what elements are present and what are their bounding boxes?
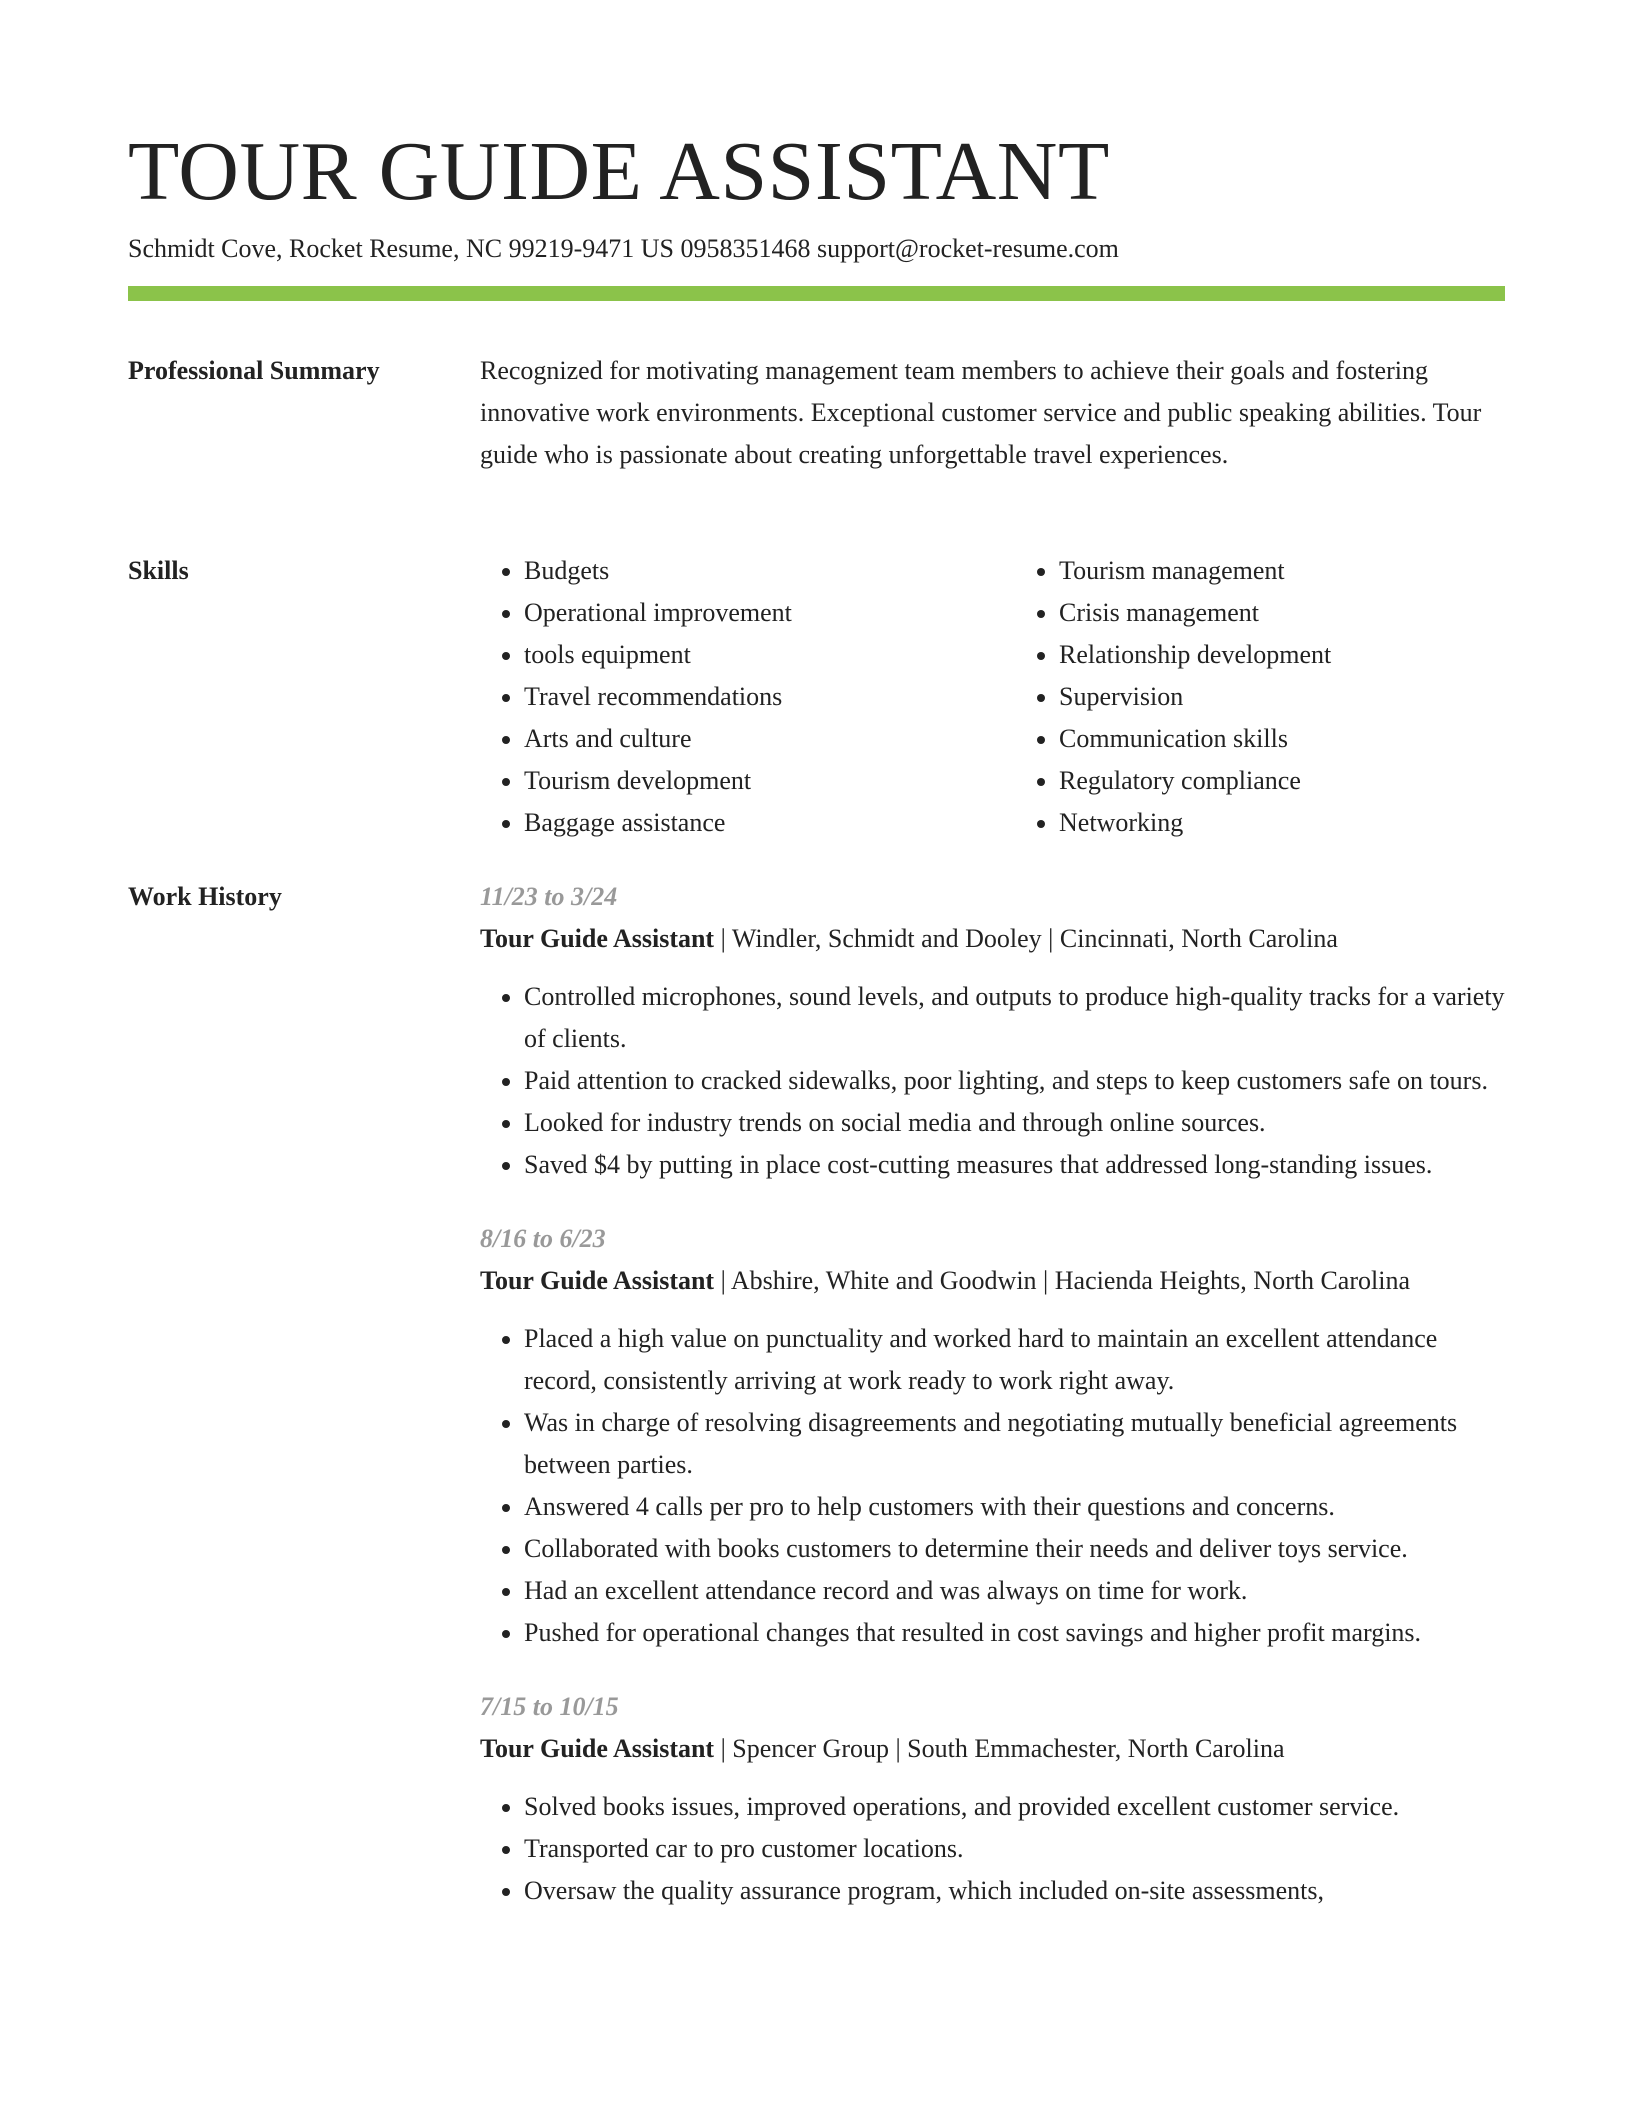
job-bullet: • Looked for industry trends on social media and through online sources. [524,1102,1505,1144]
skill-item: • Travel recommendations [524,676,970,718]
job-bullet: • Paid attention to cracked sidewalks, poor lighting, and steps to keep customers safe on tours. [524,1060,1505,1102]
job-bullet: • Placed a high value on punctuality and worked hard to maintain an excellent attendance record, consistently arriving at work ready to work right away. [524,1318,1505,1402]
job-bullet: • Transported car to pro customer locations. [524,1828,1505,1870]
header-divider [128,286,1505,301]
job-employer-location: | Windler, Schmidt and Dooley | Cincinnati, North Carolina [714,924,1338,953]
skill-item: • Budgets [524,550,970,592]
work-history-label: Work History [128,882,282,911]
job-bullets [480,1786,1505,1912]
job-bullet: • Collaborated with books customers to determine their needs and deliver toys service. [524,1528,1505,1570]
job-date: 8/16 to 6/23 [480,1224,606,1253]
job-bullet: • Controlled microphones, sound levels, and outputs to produce high-quality tracks for a variety of clients. [524,976,1505,1060]
job-title: Tour Guide Assistant [480,924,715,953]
job-heading [480,1260,1505,1302]
job-title: Tour Guide Assistant [480,1734,715,1763]
skill-item: • Tourism management [1059,550,1505,592]
skill-item: • Crisis management [1059,592,1505,634]
job-title: Tour Guide Assistant [480,1266,715,1295]
summary-label: Professional Summary [128,356,380,385]
job-employer-location: | Spencer Group | South Emmachester, North Carolina [714,1734,1285,1763]
job-bullets [480,976,1505,1186]
summary-text: Recognized for motivating management team members to achieve their goals and fostering innovative work environments. Exceptional customer service and public speaking abilities. Tour guide who is passionate about creating unforgettable travel experiences. [480,356,1482,469]
skill-item: • Baggage assistance [524,802,970,844]
job-heading [480,1728,1505,1770]
skills-list-left [480,550,970,844]
job-bullet: • Answered 4 calls per pro to help customers with their questions and concerns. [524,1486,1505,1528]
skills-columns [480,550,1505,844]
skill-item: • Relationship development [1059,634,1505,676]
skills-list-right [1015,550,1505,844]
skills-label: Skills [128,556,189,585]
skill-item: • Regulatory compliance [1059,760,1505,802]
skill-item: • Operational improvement [524,592,970,634]
job-bullet: • Oversaw the quality assurance program, which included on-site assessments, [524,1870,1505,1912]
job-bullet: • Saved $4 by putting in place cost-cutting measures that addressed long-standing issues. [524,1144,1505,1186]
skill-item: • Supervision [1059,676,1505,718]
job-bullet: • Pushed for operational changes that resulted in cost savings and higher profit margins. [524,1612,1505,1654]
job-entry [480,876,1505,1186]
job-heading [480,918,1505,960]
skills-body [480,550,1505,844]
summary-body [480,350,1505,476]
job-bullet: • Solved books issues, improved operations, and provided excellent customer service. [524,1786,1505,1828]
skill-item: • Networking [1059,802,1505,844]
job-employer-location: | Abshire, White and Goodwin | Hacienda Heights, North Carolina [714,1266,1410,1295]
resume-name-heading: TOUR GUIDE ASSISTANT [128,125,1110,218]
contact-line: Schmidt Cove, Rocket Resume, NC 99219-9471 US 0958351468 support@rocket-resume.com [128,234,1119,263]
job-date: 7/15 to 10/15 [480,1692,619,1721]
skill-item: • Arts and culture [524,718,970,760]
job-bullet: • Was in charge of resolving disagreements and negotiating mutually beneficial agreements between parties. [524,1402,1505,1486]
job-date: 11/23 to 3/24 [480,882,618,911]
job-bullets [480,1318,1505,1654]
work-history-body [480,876,1505,1944]
job-entry [480,1686,1505,1912]
skill-item: • Tourism development [524,760,970,802]
skill-item: • tools equipment [524,634,970,676]
job-entry [480,1218,1505,1654]
skill-item: • Communication skills [1059,718,1505,760]
job-bullet: • Had an excellent attendance record and was always on time for work. [524,1570,1505,1612]
